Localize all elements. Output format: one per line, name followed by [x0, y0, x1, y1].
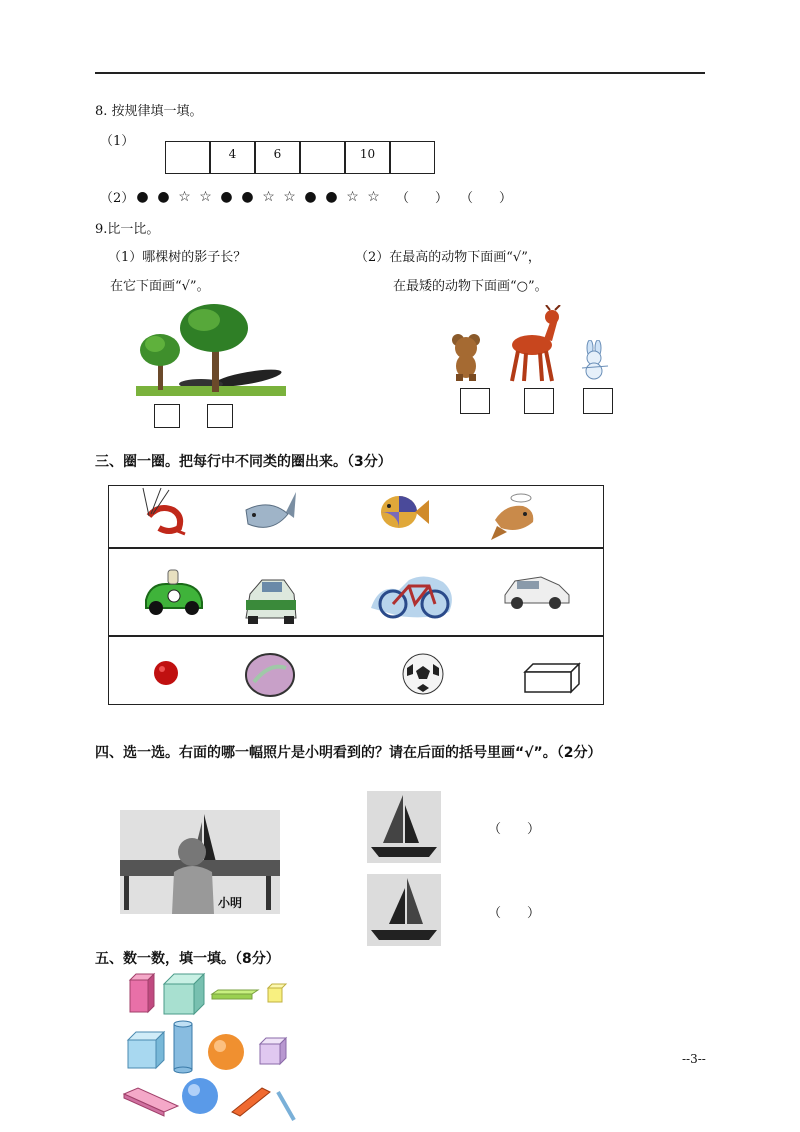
symbol: ☆ [283, 189, 296, 205]
symbol: ● [304, 189, 317, 205]
q9-part2-line1: （2）在最高的动物下面画“√”， [355, 250, 541, 265]
symbol-sequence [132, 186, 384, 205]
table-divider [109, 547, 603, 549]
tree-answer-box[interactable] [154, 404, 180, 428]
symbol: ☆ [262, 189, 275, 205]
ball-icon[interactable] [151, 658, 181, 688]
sequence-cell[interactable]: 6 [255, 141, 300, 174]
shrimp-icon[interactable] [139, 486, 189, 538]
boat-photo-option[interactable] [367, 791, 441, 863]
deer-icon [500, 305, 562, 383]
ball-icon[interactable] [244, 652, 296, 698]
symbol: ● [157, 189, 170, 205]
header-rule [95, 72, 705, 74]
category-table [108, 485, 604, 705]
tree-answer-box[interactable] [207, 404, 233, 428]
police-car-icon[interactable] [242, 574, 300, 628]
sequence-cell[interactable]: 10 [345, 141, 390, 174]
symbol: ● [220, 189, 233, 205]
symbol: ☆ [346, 189, 359, 205]
rabbit-icon [576, 340, 614, 382]
q9-part2-line2: 在最矮的动物下面画“○”。 [393, 279, 548, 294]
bear-icon [446, 332, 486, 382]
box-icon[interactable] [523, 662, 583, 694]
animal-answer-box[interactable] [583, 388, 613, 414]
sequence-cell[interactable] [390, 141, 435, 174]
person-label: 小明 [218, 896, 243, 910]
trees-illustration [136, 300, 286, 400]
answer-blank[interactable]: （ ） [488, 906, 541, 921]
symbol: ● [325, 189, 338, 205]
q9-part1-line1: （1）哪棵树的影子长？ [108, 250, 247, 265]
page-number: --3-- [682, 1052, 706, 1066]
boat-photo-option[interactable] [367, 874, 441, 946]
symbol: ☆ [199, 189, 212, 205]
fish-icon[interactable] [377, 488, 431, 536]
q8-title: 8. 按规律填一填。 [95, 104, 203, 119]
sequence-cell[interactable] [300, 141, 345, 174]
symbol: ☆ [178, 189, 191, 205]
symbol: ● [241, 189, 254, 205]
fish-icon[interactable] [242, 488, 298, 542]
q9-title: 9.比一比。 [95, 222, 160, 237]
symbol: ● [136, 189, 149, 205]
fish-icon[interactable] [489, 488, 543, 542]
bicycle-icon[interactable] [369, 568, 457, 620]
section3-title: 三、圈一圈。把每行中不同类的圈出来。（3分） [95, 454, 392, 470]
animal-answer-box[interactable] [460, 388, 490, 414]
car-icon[interactable] [501, 569, 571, 613]
answer-blank[interactable]: （ ） [488, 822, 541, 837]
animal-answer-box[interactable] [524, 388, 554, 414]
sequence-cell[interactable]: 4 [210, 141, 255, 174]
symbol: ☆ [367, 189, 380, 205]
soccer-ball-icon[interactable] [401, 652, 445, 696]
q8-part1-label: （1） [100, 134, 135, 149]
q8-part2-label: （2） [100, 191, 135, 206]
race-car-icon[interactable] [142, 564, 206, 620]
xiaoming-scene-image [120, 810, 280, 914]
sequence-boxes [165, 141, 438, 175]
answer-blank[interactable]: （ ） [460, 191, 513, 206]
table-divider [109, 635, 603, 637]
sequence-cell[interactable] [165, 141, 210, 174]
section4-title: 四、选一选。右面的哪一幅照片是小明看到的？请在后面的括号里画“√”。（2分） [95, 745, 602, 761]
answer-blank[interactable]: （ ） [396, 191, 449, 206]
q9-part1-line2: 在它下面画“√”。 [110, 279, 210, 294]
solid-shapes-illustration [120, 970, 300, 1126]
section5-title: 五、数一数，填一填。（8分） [95, 951, 280, 967]
